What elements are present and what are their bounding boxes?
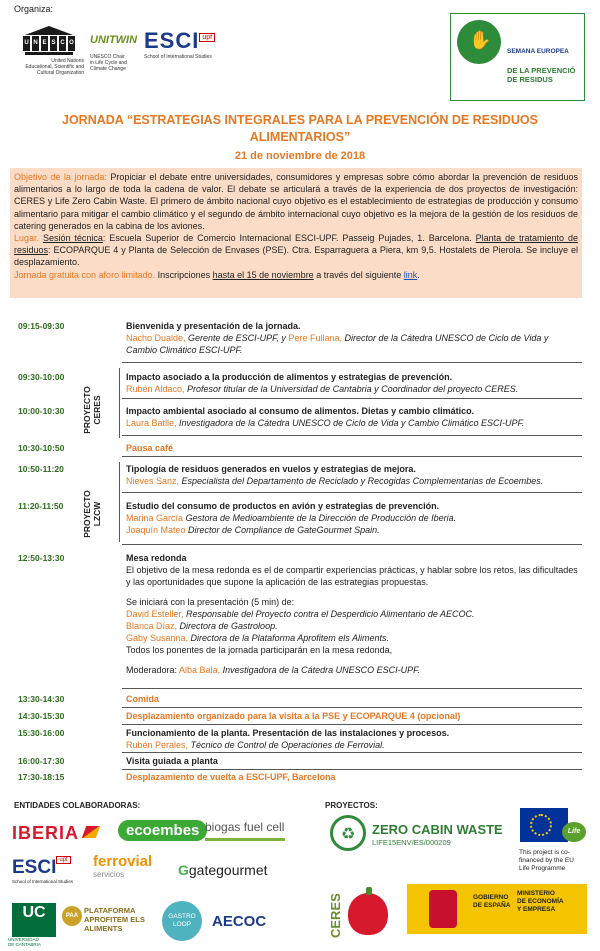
session-speakers — [126, 417, 581, 429]
sesion-label: Sesión técnica — [42, 233, 103, 244]
speaker-name: Nieves Sanz, — [126, 476, 180, 486]
unesco-logo — [14, 26, 84, 88]
divider — [122, 362, 582, 363]
event-date: 21 de noviembre de 2018 — [234, 150, 366, 162]
speaker-role: Gestora de Medioambiente de la Dirección de Producción de Iberia. — [183, 513, 457, 523]
all-speakers-note: Todos los ponentes de la jornada participarán en la mesa redonda, — [126, 645, 393, 655]
time-slot: 09:15-09:30 — [18, 321, 65, 331]
registration-link[interactable]: link — [403, 269, 418, 280]
upf-badge: upf — [56, 856, 70, 864]
speaker-name: Marina García — [126, 513, 184, 523]
unesco-letter: C — [59, 36, 66, 51]
time-slot: 17:30-18:15 — [18, 772, 65, 782]
session-visita — [126, 755, 581, 767]
session-vuelta — [126, 771, 581, 783]
unesco-caption: United Nations Educational, Scientific and Cultural Organization — [25, 58, 84, 76]
session-lzcw-2 — [126, 500, 581, 536]
divider — [122, 769, 582, 770]
iberia-wing-icon — [82, 826, 100, 838]
life-note: This project is co- financed by the EU Life Programme — [519, 849, 574, 872]
uc-logo — [12, 903, 56, 937]
proyecto-ceres-label: PROYECTO CERES — [82, 386, 102, 434]
gategourmet-logo: Ggategourmet — [178, 862, 268, 878]
ceres-wordmark: CERES — [328, 893, 343, 938]
speaker-name: Gaby Susanna, — [126, 633, 189, 643]
session-description: El objetivo de la mesa redonda es el de compartir experiencias prácticas, y hablar sobre los retos, las dificultades y las oportunidades que supone la aplicación de las estrategias propuestas. — [126, 565, 578, 587]
divider — [122, 456, 582, 457]
plataforma-logo: PLATAFORMA APROFITEM ELS ALIMENTS — [84, 906, 145, 933]
ferrovial-subtitle: servicios — [93, 870, 125, 879]
esci-logo — [144, 28, 234, 60]
speaker-name: Alba Bala, — [179, 665, 221, 675]
uc-caption: UNIVERSIDAD DE CANTABRIA — [8, 937, 41, 947]
esci-footer-logo — [12, 857, 84, 884]
gratuita-label: Jornada gratuita con aforo limitado. — [14, 269, 156, 280]
objetivo-text: Propiciar el debate entre universidades, consumidores y empresas sobre cómo abordar la prevención de residuos alimentarios a lo largo de toda la cadena de valor. El debate se articulará a través de la experiencia de dos proyectos de investigación: CERES y Life Zero Cabin Waste. El primero de ámbito nacional cuyo objetivo es el establecimiento de estrategias de producción y consumo alimentario para mitigar el cambio climático y el segundo de ámbito internacional cuyo objetivo es la mejora de la gestión de los residuos de catering generados en la cabina de los aviones. — [14, 172, 578, 231]
gastroloop-logo: GASTRO LOOP — [162, 901, 202, 941]
session-title: Pausa café — [126, 443, 174, 453]
speaker-role: Profesor titular de la Universidad de Cantabria y Coordinador del proyecto CERES. — [184, 384, 519, 394]
time-slot: 15:30-16:00 — [18, 728, 65, 738]
time-slot: 16:00-17:30 — [18, 756, 65, 766]
ceres-bracket — [119, 368, 120, 438]
session-ceres-1 — [126, 371, 581, 395]
gobierno-text: GOBIERNO DE ESPAÑA — [473, 894, 511, 909]
moderator — [126, 664, 581, 676]
divider — [122, 724, 582, 725]
aecoc-logo: AECOC — [212, 913, 267, 930]
ecoembes-logo: ecoembes — [118, 820, 207, 841]
esci-wordmark: ESCI — [144, 28, 200, 53]
eu-flag-icon — [520, 808, 568, 842]
speaker-role: Investigadora de la Cátedra UNESCO ESCI-UPF. — [220, 665, 420, 675]
divider — [122, 752, 582, 753]
session-title: Impacto asociado a la producción de alimentos y estrategias de prevención. — [126, 372, 453, 382]
ewwr-line2: DE LA PREVENCIÓ DE RESIDUS — [507, 66, 576, 84]
unesco-letter: U — [23, 36, 30, 51]
session-title: Visita guiada a planta — [126, 756, 218, 766]
life-logo: Life — [562, 822, 586, 842]
session-speakers — [126, 475, 581, 487]
ceres-apple-icon — [348, 893, 388, 935]
divider — [122, 398, 582, 399]
time-slot: 10:00-10:30 — [18, 406, 65, 416]
speaker-name: Pere Fullana, — [288, 333, 342, 343]
session-break — [126, 442, 581, 454]
session-comida — [126, 693, 581, 705]
session-planta — [126, 727, 581, 751]
zcw-logo: ZERO CABIN WASTE — [372, 822, 503, 837]
session-lzcw-1 — [126, 463, 581, 487]
session-speakers — [126, 632, 581, 644]
ferrovial-wordmark: ferrovial — [93, 853, 153, 870]
session-title: Tipología de residuos generados en vuelos y estrategias de mejora. — [126, 464, 416, 474]
esci-caption: School of International Studies — [12, 879, 74, 884]
speaker-role: Investigadora de la Cátedra UNESCO de Ciclo de Vida y Cambio Climático ESCI-UPF. — [176, 418, 525, 428]
speaker-name: Joaquín Mateo — [126, 525, 186, 535]
inscripciones-text-2: a través del siguiente — [313, 269, 404, 280]
divider — [122, 492, 582, 493]
session-speakers — [126, 739, 581, 751]
speaker-role: Responsable del Proyecto contra el Desperdicio Alimentario de AECOC. — [183, 609, 475, 619]
proyecto-lzcw-label: PROYECTO LZCW — [82, 490, 102, 538]
session-speakers — [126, 512, 581, 524]
session-speakers — [126, 620, 581, 632]
unesco-temple-icon — [25, 26, 73, 56]
session-title: Funcionamiento de la planta. Presentación de las instalaciones y procesos. — [126, 728, 450, 738]
iberia-logo: IBERIA — [12, 823, 80, 843]
ministerio-text: MINISTERIO DE ECONOMÍA Y EMPRESA — [517, 890, 564, 913]
speaker-role: Director de Compliance de GateGourmet Spain. — [185, 525, 380, 535]
lzcw-bracket — [119, 462, 120, 542]
ferrovial-logo — [93, 853, 152, 879]
session-title: Comida — [126, 694, 160, 704]
unitwin-caption: UNESCO Chair in Life Cycle and Climate Change — [90, 54, 127, 72]
speaker-name: Nacho Dualde, — [126, 333, 186, 343]
time-slot: 14:30-15:30 — [18, 711, 65, 721]
ewwr-logo — [450, 13, 585, 101]
inscripciones-text: Inscripciones — [155, 269, 213, 280]
ewwr-hand-icon — [457, 20, 501, 64]
page-title: JORNADA “ESTRATEGIAS INTEGRALES PARA LA PREVENCIÓN DE RESIDUOS ALIMENTARIOS” — [62, 113, 538, 144]
esci-wordmark: ESCI — [12, 857, 57, 878]
time-slot: 09:30-10:00 — [18, 372, 65, 382]
session-speakers — [126, 383, 581, 395]
organiza-label: Organiza: — [14, 4, 54, 14]
time-slot: 12:50-13:30 — [18, 553, 65, 563]
period: . — [417, 269, 420, 280]
speaker-role: Directora de la Plataforma Aprofitem els Aliments. — [188, 633, 389, 643]
proyectos-heading: PROYECTOS: — [325, 801, 378, 810]
planta-text: : ECOPARQUE 4 y Planta de Selección de Envases (PSE). Ctra. Esparraguera a Piera, km 9,5. Hostalets de Pierola. Se incluye el desplazamiento. — [14, 245, 578, 268]
speaker-role: Gerente de ESCI-UPF, y — [185, 333, 289, 343]
speaker-role: Técnico de Control de Operaciones de Ferrovial. — [188, 740, 385, 750]
unesco-letter: S — [50, 36, 57, 51]
session-title: Bienvenida y presentación de la jornada. — [126, 321, 301, 331]
lugar-label: Lugar. — [14, 233, 40, 244]
divider — [122, 435, 582, 436]
apple-leaf-icon — [366, 887, 372, 895]
divider — [122, 707, 582, 708]
time-slot: 10:50-11:20 — [18, 464, 64, 474]
upf-badge: upf — [199, 33, 215, 42]
divider — [122, 688, 582, 689]
session-speakers — [126, 524, 581, 536]
gategourmet-wordmark: gategourmet — [188, 862, 268, 878]
speaker-name: Rubén Perales, — [126, 740, 189, 750]
speaker-name: Laura Batlle, — [126, 418, 177, 428]
speaker-role: Especialista del Departamento de Reciclado y Recogidas Complementarias de Ecoembes. — [179, 476, 544, 486]
ceres-logo — [326, 884, 344, 942]
unesco-letter: N — [32, 36, 39, 51]
unitwin-logo — [90, 34, 146, 72]
sesion-text: : Escuela Superior de Comercio Internacional ESCI-UPF. Passeig Pujades, 1. Barcelona. — [102, 233, 476, 244]
session-title: Mesa redonda — [126, 553, 187, 563]
unitwin-wordmark: UNITWIN — [90, 34, 138, 46]
paa-icon: PAA — [62, 906, 82, 926]
biogas-underline — [205, 838, 285, 841]
session-speakers — [126, 332, 581, 356]
moderator-label: Moderadora: — [126, 665, 180, 675]
speaker-role: Director de la Cátedra UNESCO de Ciclo de Vida y Cambio Climático ESCI-UPF. — [126, 333, 549, 355]
unesco-letter: E — [41, 36, 48, 51]
speaker-role: Directora de Gastroloop. — [177, 621, 278, 631]
esci-caption: School of International Studies — [144, 54, 212, 60]
session-ceres-2 — [126, 405, 581, 429]
divider — [122, 544, 582, 545]
gobierno-logo — [407, 884, 587, 934]
session-title: Desplazamiento organizado para la visita a la PSE y ECOPARQUE 4 (opcional) — [126, 711, 461, 721]
session-title: Impacto ambiental asociado al consumo de alimentos. Dietas y cambio climático. — [126, 406, 475, 416]
biogas-logo: biogas fuel cell — [205, 820, 285, 834]
intro-box — [10, 168, 582, 298]
unesco-letter: O — [68, 36, 75, 51]
session-mesa-redonda — [126, 552, 581, 676]
speaker-name: Blanca Díaz, — [126, 621, 178, 631]
session-desplazamiento — [126, 710, 581, 722]
speaker-name: David Esteller, — [126, 609, 184, 619]
spain-coat-of-arms-icon — [429, 890, 457, 928]
session-welcome — [126, 320, 581, 356]
presentation-intro: Se iniciará con la presentación (5 min) de: — [126, 597, 295, 607]
session-title: Desplazamiento de vuelta a ESCI-UPF, Barcelona — [126, 772, 336, 782]
objetivo-label: Objetivo de la jornada: — [14, 172, 107, 182]
entidades-heading: ENTIDADES COLABORADORAS: — [14, 801, 141, 810]
zcw-code: LIFE15ENV/ES/000209 — [372, 838, 451, 847]
speaker-name: Rubén Aldaco, — [126, 384, 185, 394]
ewwr-line1: SEMANA EUROPEA — [507, 48, 569, 55]
planta-label: Planta de tratamiento de residuos — [14, 233, 578, 256]
time-slot: 11:20-11:50 — [18, 501, 64, 511]
inscripciones-deadline: hasta el 15 de noviembre — [212, 269, 314, 280]
time-slot: 13:30-14:30 — [18, 694, 65, 704]
uc-wordmark: UC — [22, 904, 46, 921]
session-title: Estudio del consumo de productos en avión y estrategias de prevención. — [126, 501, 440, 511]
zcw-recycle-icon: ♻ — [330, 815, 366, 851]
session-speakers — [126, 608, 581, 620]
time-slot: 10:30-10:50 — [18, 443, 65, 453]
